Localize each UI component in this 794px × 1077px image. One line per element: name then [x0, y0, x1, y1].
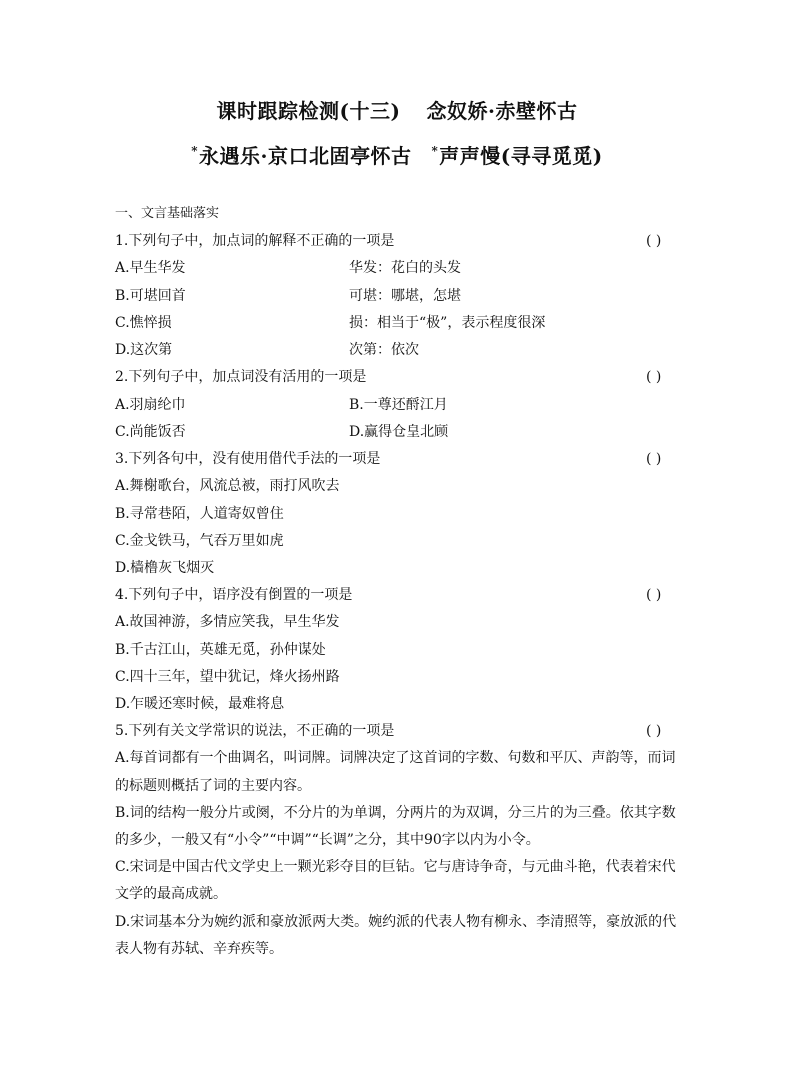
option-text: B.一尊还酹江月 — [349, 397, 448, 413]
poem-title-3: 声声慢(寻寻觅觅) — [439, 144, 603, 168]
option-text: D.这次第 — [115, 342, 173, 358]
option-text: B.千古江山，英雄无觅，孙仲谋处 — [115, 642, 326, 658]
question-stem: 4.下列句子中，语序没有倒置的一项是 — [115, 587, 353, 603]
answer-blank: ( ) — [646, 723, 662, 739]
answer-blank: ( ) — [646, 369, 662, 385]
option-text: C.宋词是中国古代文学史上一颗光彩夺目的巨钻。它与唐诗争奇，与元曲斗艳，代表着宋代 — [115, 859, 676, 875]
poem-title-1: 念奴娇·赤壁怀古 — [426, 99, 578, 123]
question-stem: 5.下列有关文学常识的说法，不正确的一项是 — [115, 723, 395, 739]
option-explanation: 可堪：哪堪，怎堪 — [349, 288, 461, 304]
option-text: D.宋词基本分为婉约派和豪放派两大类。婉约派的代表人物有柳永、李清照等，豪放派的代 — [115, 914, 677, 930]
option-text: A.每首词都有一个曲调名，叫词牌。词牌决定了这首词的字数、句数和平仄、声韵等，而词 — [115, 750, 676, 766]
star-mark: * — [431, 144, 439, 158]
option-text: C.尚能饭否 — [115, 424, 186, 440]
option-text-continued: 表人物有苏轼、辛弃疾等。 — [115, 941, 283, 957]
option-explanation: 损：相当于“极”，表示程度很深 — [349, 315, 546, 331]
question-stem: 3.下列各句中，没有使用借代手法的一项是 — [115, 451, 381, 467]
option-text: D.乍暖还寒时候，最难将息 — [115, 696, 285, 712]
star-mark: * — [191, 144, 199, 158]
option-text-continued: 的标题则概括了词的主要内容。 — [115, 778, 311, 794]
option-explanation: 次第：依次 — [349, 342, 419, 358]
answer-blank: ( ) — [646, 451, 662, 467]
section-heading: 一、文言基础落实 — [115, 206, 220, 221]
option-text: B.词的结构一般分片或阕，不分片的为单调，分两片的为双调，分三片的为三叠。依其字数 — [115, 805, 676, 821]
option-text: B.寻常巷陌，人道寄奴曾住 — [115, 506, 284, 522]
question-stem: 2.下列句子中，加点词没有活用的一项是 — [115, 369, 367, 385]
option-text: C.金戈铁马，气吞万里如虎 — [115, 533, 284, 549]
option-text: D.樯橹灰飞烟灭 — [115, 560, 215, 576]
option-explanation: 华发：花白的头发 — [349, 260, 461, 276]
option-text-continued: 的多少，一般又有“小令”“中调”“长调”之分，其中90字以内为小令。 — [115, 832, 540, 848]
option-text: A.早生华发 — [115, 260, 186, 276]
option-text: B.可堪回首 — [115, 288, 186, 304]
document-title-line-1 — [0, 95, 794, 124]
answer-blank: ( ) — [646, 233, 662, 249]
answer-blank: ( ) — [646, 587, 662, 603]
option-text: C.四十三年，望中犹记，烽火扬州路 — [115, 669, 340, 685]
option-text: C.憔悴损 — [115, 315, 172, 331]
option-text-continued: 文学的最高成就。 — [115, 886, 227, 902]
option-text: A.故国神游，多情应笑我，早生华发 — [115, 614, 340, 630]
document-title-line-2 — [0, 140, 794, 169]
test-title: 课时跟踪检测(十三) — [216, 99, 401, 123]
option-text: D.赢得仓皇北顾 — [349, 424, 449, 440]
option-text: A.舞榭歌台，风流总被，雨打风吹去 — [115, 478, 340, 494]
option-text: A.羽扇纶巾 — [115, 397, 186, 413]
poem-title-2: 永遇乐·京口北固亭怀古 — [199, 144, 412, 168]
question-stem: 1.下列句子中，加点词的解释不正确的一项是 — [115, 233, 395, 249]
